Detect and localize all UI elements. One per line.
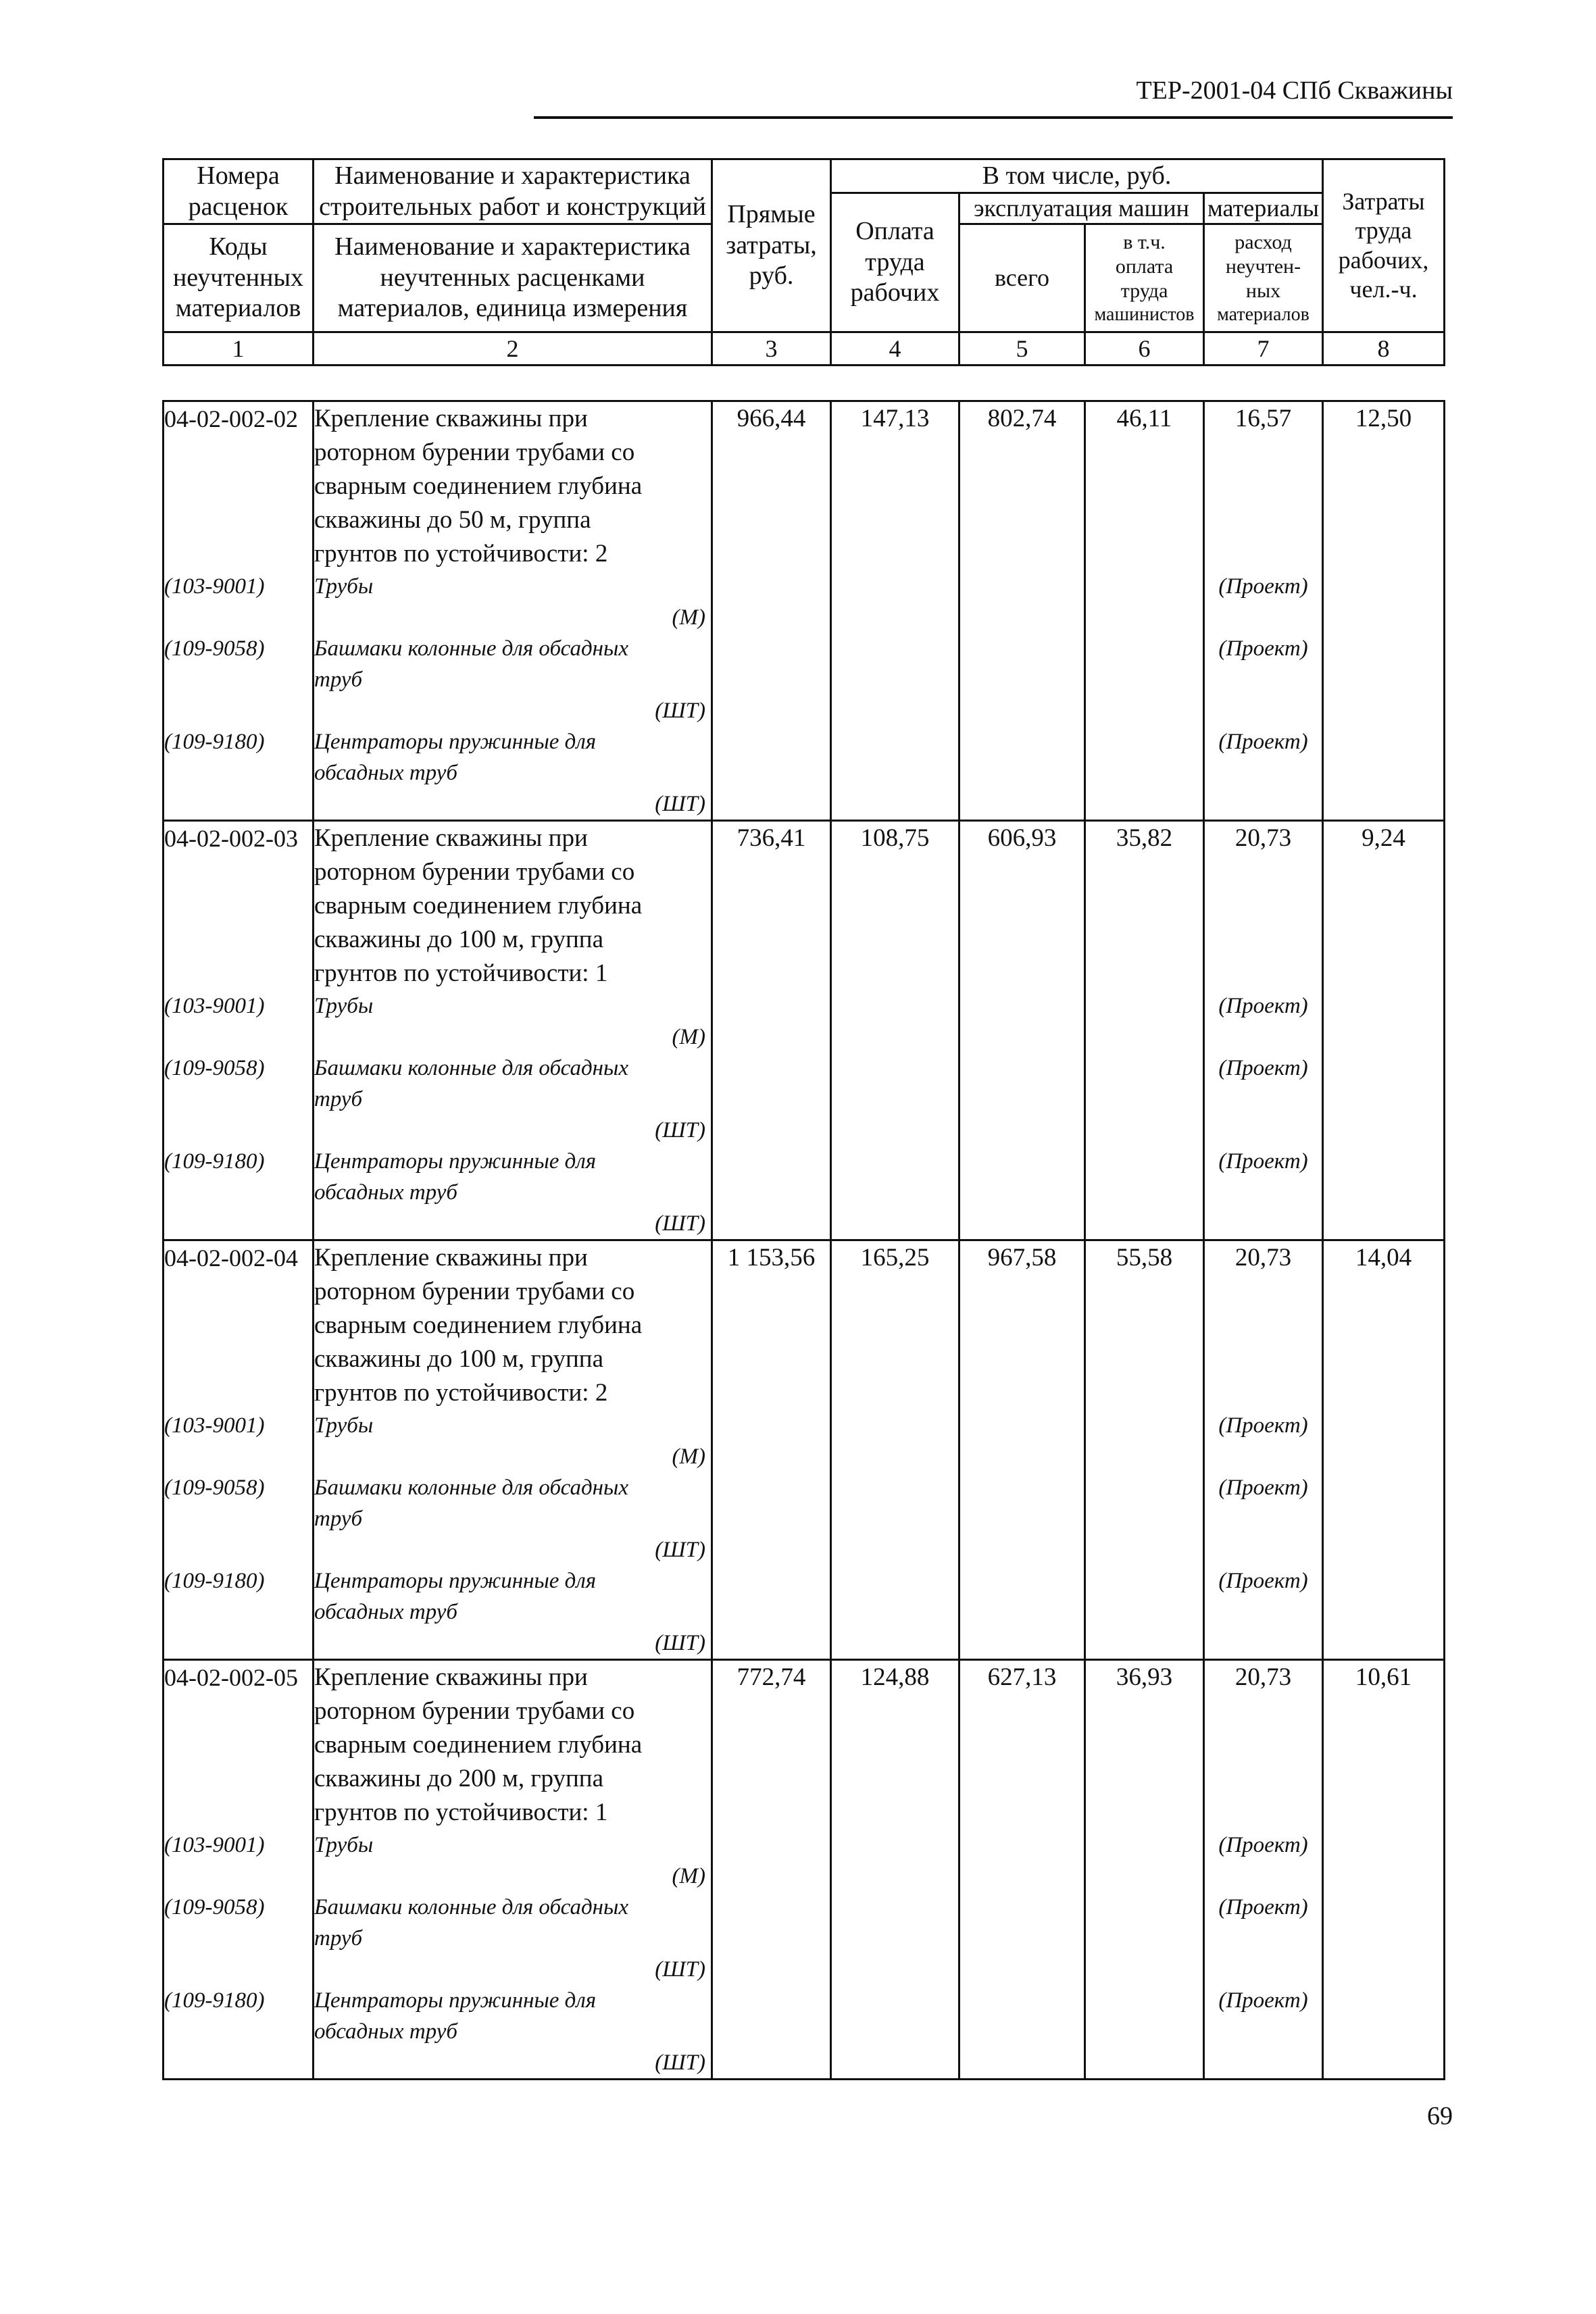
material-name-line: труб [314,1087,363,1111]
table-header [162,158,1445,366]
header-col1-bottom: Коды неучтенных материалов [164,224,314,332]
description-line: скважины до 50 м, группа [314,506,591,534]
empty-cell [831,726,959,821]
header-col2-top: Наименование и характеристика строительных работ и конструкций [314,159,712,224]
empty-cell [712,1985,831,2080]
material-quantity: (Проект) [1204,1146,1323,1240]
value-direct-costs: 1 153,56 [712,1240,831,1411]
description-line: сварным соединением глубина [314,892,643,920]
value-machinists-pay: 35,82 [1085,821,1204,991]
rate-code: 04-02-002-02 [164,401,314,572]
material-code: (109-9058) [164,1472,314,1565]
material-name [314,1053,712,1146]
value-direct-costs: 736,41 [712,821,831,991]
material-row [164,633,1445,726]
rate-code: 04-02-002-05 [164,1660,314,1830]
empty-cell [1323,990,1445,1053]
empty-cell [1085,726,1204,821]
empty-cell [712,1830,831,1892]
value-direct-costs: 966,44 [712,401,831,572]
material-quantity: (Проект) [1204,1985,1323,2080]
material-name-line: Башмаки колонные для обсадных [314,1895,629,1919]
material-name-line: Центраторы пружинные для [314,1988,597,2013]
material-unit: (ШТ) [655,1118,705,1142]
header-materials: материалы [1204,193,1323,224]
material-code: (103-9001) [164,990,314,1053]
material-name-line: Трубы [314,574,374,599]
value-machinists-pay: 36,93 [1085,1660,1204,1830]
empty-cell [1085,1985,1204,2080]
header-col1-top: Номера расценок [164,159,314,224]
material-unit: (М) [672,605,705,630]
empty-cell [1323,633,1445,726]
rates-table [162,400,1445,2080]
material-quantity: (Проект) [1204,1830,1323,1892]
empty-cell [959,1565,1085,1660]
material-name [314,1410,712,1472]
material-name [314,1985,712,2080]
empty-cell [831,1410,959,1472]
empty-cell [1323,571,1445,633]
description-line: грунтов по устойчивости: 2 [314,1379,608,1407]
material-name [314,726,712,821]
material-name-line: Трубы [314,1833,374,1857]
empty-cell [712,571,831,633]
rate-code: 04-02-002-03 [164,821,314,991]
material-row [164,571,1445,633]
material-unit: (М) [672,1444,705,1469]
header-labor-pay: Оплата труда рабочих [831,193,959,332]
material-name [314,1892,712,1985]
empty-cell [959,1410,1085,1472]
material-name-line: обсадных труб [314,2019,457,2044]
description-line: Крепление скважины при [314,824,588,852]
value-direct-costs: 772,74 [712,1660,831,1830]
empty-cell [712,1053,831,1146]
material-row [164,1053,1445,1146]
value-labor-hours: 14,04 [1323,1240,1445,1411]
value-labor-pay: 147,13 [831,401,959,572]
material-name-line: обсадных труб [314,1180,457,1205]
description-line: роторном бурении трубами со [314,438,635,466]
header-number: 7 [1204,332,1323,366]
header-materials-unaccounted: расход неучтен- ных материалов [1204,224,1323,332]
material-row [164,1830,1445,1892]
empty-cell [712,633,831,726]
material-name-line: Башмаки колонные для обсадных [314,636,629,661]
empty-cell [1323,1410,1445,1472]
value-machines-total: 802,74 [959,401,1085,572]
description-line: роторном бурении трубами со [314,1697,635,1725]
header-rule [534,116,1453,119]
empty-cell [959,1892,1085,1985]
header-machines-total: всего [959,224,1085,332]
material-unit: (ШТ) [655,699,705,723]
description-line: роторном бурении трубами со [314,858,635,886]
empty-cell [831,1565,959,1660]
material-name-line: Центраторы пружинные для [314,1149,597,1174]
empty-cell [1085,1053,1204,1146]
material-name-line: обсадных труб [314,761,457,785]
value-materials: 20,73 [1204,1240,1323,1411]
material-quantity: (Проект) [1204,1472,1323,1565]
material-name [314,633,712,726]
material-quantity: (Проект) [1204,990,1323,1053]
material-unit: (М) [672,1025,705,1049]
description-line: роторном бурении трубами со [314,1278,635,1305]
material-name-line: Центраторы пружинные для [314,730,597,754]
header-col2-bottom: Наименование и характеристика неучтенных расценками материалов, единица измерения [314,224,712,332]
empty-cell [1085,990,1204,1053]
empty-cell [1323,1985,1445,2080]
description-line: сварным соединением глубина [314,1731,643,1759]
material-name-line: Центраторы пружинные для [314,1569,597,1593]
material-name [314,1565,712,1660]
empty-cell [1323,1830,1445,1892]
empty-cell [831,1472,959,1565]
material-quantity: (Проект) [1204,571,1323,633]
empty-cell [1323,726,1445,821]
empty-cell [831,1146,959,1240]
description-line: грунтов по устойчивости: 1 [314,1799,608,1826]
value-materials: 20,73 [1204,1660,1323,1830]
value-materials: 20,73 [1204,821,1323,991]
material-row [164,1146,1445,1240]
material-name [314,990,712,1053]
empty-cell [959,726,1085,821]
material-name-line: Трубы [314,1413,374,1438]
empty-cell [1085,1410,1204,1472]
header-number: 6 [1085,332,1204,366]
empty-cell [959,1985,1085,2080]
empty-cell [1085,571,1204,633]
rate-description [314,1240,712,1411]
material-row [164,1985,1445,2080]
table-row [164,821,1445,991]
material-quantity: (Проект) [1204,726,1323,821]
header-number: 5 [959,332,1085,366]
value-machines-total: 967,58 [959,1240,1085,1411]
material-quantity: (Проект) [1204,1053,1323,1146]
material-unit: (ШТ) [655,792,705,816]
material-row [164,1565,1445,1660]
value-labor-hours: 9,24 [1323,821,1445,991]
value-labor-pay: 124,88 [831,1660,959,1830]
document-header-title: ТЕР-2001-04 СПб Скважины [1136,76,1453,105]
description-line: скважины до 100 м, группа [314,926,604,953]
empty-cell [712,990,831,1053]
empty-cell [831,1830,959,1892]
empty-cell [831,1985,959,2080]
material-row [164,990,1445,1053]
material-unit: (М) [672,1864,705,1888]
empty-cell [1323,1892,1445,1985]
empty-cell [1323,1053,1445,1146]
value-machinists-pay: 55,58 [1085,1240,1204,1411]
material-name [314,1830,712,1892]
material-quantity: (Проект) [1204,1892,1323,1985]
value-labor-pay: 108,75 [831,821,959,991]
material-name [314,1146,712,1240]
header-number: 2 [314,332,712,366]
empty-cell [1323,1565,1445,1660]
table-row [164,401,1445,572]
page-number: 69 [1427,2102,1453,2130]
empty-cell [1085,1892,1204,1985]
empty-cell [959,1146,1085,1240]
material-name [314,571,712,633]
empty-cell [831,990,959,1053]
header-number: 1 [164,332,314,366]
material-row [164,1410,1445,1472]
header-number: 8 [1323,332,1445,366]
empty-cell [959,633,1085,726]
value-materials: 16,57 [1204,401,1323,572]
material-code: (109-9180) [164,1146,314,1240]
empty-cell [712,726,831,821]
rate-code: 04-02-002-04 [164,1240,314,1411]
description-line: Крепление скважины при [314,1244,588,1272]
rate-description [314,821,712,991]
empty-cell [712,1472,831,1565]
empty-cell [959,1830,1085,1892]
value-labor-hours: 10,61 [1323,1660,1445,1830]
material-unit: (ШТ) [655,1538,705,1562]
material-unit: (ШТ) [655,2051,705,2075]
header-group-including: В том числе, руб. [831,159,1323,193]
empty-cell [712,1565,831,1660]
header-labor-hours: Затраты труда рабочих, чел.-ч. [1323,159,1445,332]
material-code: (109-9180) [164,1985,314,2080]
material-name-line: обсадных труб [314,1600,457,1624]
empty-cell [1323,1146,1445,1240]
header-machines: эксплуатация машин [959,193,1204,224]
header-number: 3 [712,332,831,366]
material-name-line: труб [314,1507,363,1531]
empty-cell [1323,1472,1445,1565]
rate-description [314,1660,712,1830]
header-direct-costs: Прямые затраты, руб. [712,159,831,332]
material-code: (109-9058) [164,1053,314,1146]
material-code: (109-9180) [164,726,314,821]
material-code: (109-9058) [164,633,314,726]
empty-cell [1085,1472,1204,1565]
material-quantity: (Проект) [1204,633,1323,726]
material-code: (103-9001) [164,1410,314,1472]
value-machines-total: 606,93 [959,821,1085,991]
empty-cell [831,1053,959,1146]
empty-cell [959,571,1085,633]
material-name-line: труб [314,668,363,692]
empty-cell [959,1472,1085,1565]
description-line: грунтов по устойчивости: 1 [314,959,608,987]
value-labor-hours: 12,50 [1323,401,1445,572]
material-unit: (ШТ) [655,1957,705,1982]
material-name [314,1472,712,1565]
description-line: сварным соединением глубина [314,472,643,500]
table-row [164,1660,1445,1830]
material-row [164,1892,1445,1985]
material-unit: (ШТ) [655,1211,705,1236]
value-machines-total: 627,13 [959,1660,1085,1830]
empty-cell [1085,1565,1204,1660]
empty-cell [831,1892,959,1985]
rate-description [314,401,712,572]
material-unit: (ШТ) [655,1631,705,1655]
empty-cell [712,1146,831,1240]
empty-cell [1085,1830,1204,1892]
value-labor-pay: 165,25 [831,1240,959,1411]
material-name-line: Башмаки колонные для обсадных [314,1476,629,1500]
material-name-line: труб [314,1926,363,1951]
header-number: 4 [831,332,959,366]
material-quantity: (Проект) [1204,1565,1323,1660]
empty-cell [959,1053,1085,1146]
table-row [164,1240,1445,1411]
material-code: (103-9001) [164,571,314,633]
material-quantity: (Проект) [1204,1410,1323,1472]
empty-cell [831,633,959,726]
empty-cell [1085,633,1204,726]
description-line: Крепление скважины при [314,405,588,432]
material-code: (109-9058) [164,1892,314,1985]
header-machinists-pay: в т.ч. оплата труда машинистов [1085,224,1204,332]
value-machinists-pay: 46,11 [1085,401,1204,572]
description-line: скважины до 200 м, группа [314,1765,604,1792]
empty-cell [959,990,1085,1053]
material-name-line: Башмаки колонные для обсадных [314,1056,629,1080]
description-line: скважины до 100 м, группа [314,1345,604,1373]
description-line: Крепление скважины при [314,1663,588,1691]
material-row [164,726,1445,821]
description-line: сварным соединением глубина [314,1311,643,1339]
material-code: (103-9001) [164,1830,314,1892]
empty-cell [712,1892,831,1985]
material-name-line: Трубы [314,994,374,1018]
empty-cell [1085,1146,1204,1240]
description-line: грунтов по устойчивости: 2 [314,540,608,568]
empty-cell [712,1410,831,1472]
empty-cell [831,571,959,633]
material-code: (109-9180) [164,1565,314,1660]
material-row [164,1472,1445,1565]
